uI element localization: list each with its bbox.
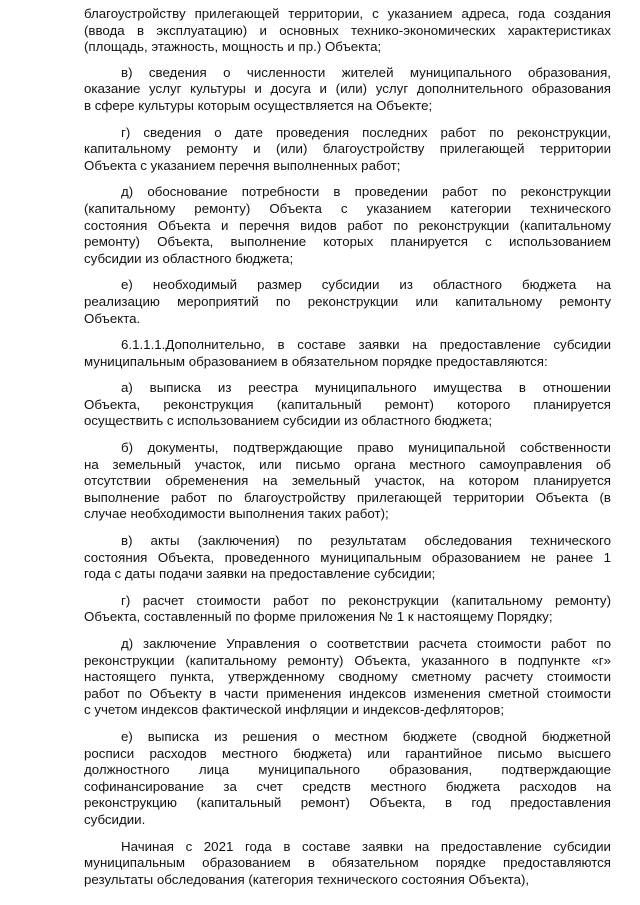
paragraph <box>84 184 611 267</box>
text-line: реализацию мероприятий по реконструкции или капитальному ремонту <box>84 293 611 309</box>
text-line: б) документы, подтверждающие право муниципальной собственности <box>121 440 611 456</box>
paragraph <box>84 125 611 175</box>
text-line: д) обоснование потребности в проведении работ по реконструкции <box>121 184 611 200</box>
paragraph <box>84 636 611 719</box>
text-line: на земельный участок, или письмо органа местного самоуправления об <box>84 456 611 472</box>
paragraph <box>84 839 611 889</box>
text-line: а) выписка из реестра муниципального имущества в отношении <box>121 380 611 396</box>
text-line: выполнение работ по благоустройству прилегающей территории Объекта (в <box>84 489 611 505</box>
text-line: случае необходимости выполнения таких работ); <box>84 506 389 522</box>
text-line: (ввода в эксплуатацию) и основных технико-экономических характеристиках <box>84 22 611 38</box>
text-line: настоящего пункта, утвержденному сводному сметному расчету стоимости <box>84 669 611 685</box>
text-line: с учетом индексов фактической инфляции и индексов-дефляторов; <box>84 702 505 718</box>
paragraph <box>84 593 611 626</box>
text-line: (капитальному ремонту) Объекта с указанием категории технического <box>84 200 611 216</box>
paragraph <box>84 380 611 430</box>
text-line: состояния Объекта и перечня видов работ по реконструкции (капитальному <box>84 217 611 233</box>
text-line: в сфере культуры которым осуществляется на Объекте; <box>84 97 433 113</box>
text-line: 6.1.1.1.Дополнительно, в составе заявки на предоставление субсидии <box>121 337 611 353</box>
text-line: должностного лица муниципального образования, подтверждающие <box>84 762 611 778</box>
text-line: Объекта с указанием перечня выполненных работ; <box>84 157 401 173</box>
text-line: благоустройству прилегающей территории, с указанием адреса, года создания <box>84 6 611 21</box>
text-line: реконструкции (капитальному ремонту) Объекта, указанного в подпункте «г» <box>84 652 611 668</box>
text-line: Начиная с 2021 года в составе заявки на предоставление субсидии <box>121 838 611 854</box>
text-line: муниципальным образованием в обязательном порядке предоставляются: <box>84 353 548 369</box>
text-line: (площадь, этажность, мощность и пр.) Объекта; <box>84 39 382 55</box>
paragraph <box>84 440 611 523</box>
text-line: е) выписка из решения о местном бюджете (сводной бюджетной <box>121 728 611 744</box>
paragraph <box>84 277 611 327</box>
text-line: года с даты подачи заявки на предоставление субсидии; <box>84 566 436 582</box>
text-line: субсидии из областного бюджета; <box>84 250 294 266</box>
text-line: росписи расходов местного бюджета) или гарантийное письмо высшего <box>84 745 611 761</box>
paragraph <box>84 729 611 829</box>
text-line: е) необходимый размер субсидии из областного бюджета на <box>121 277 611 293</box>
text-line: Объекта, составленный по форме приложения № 1 к настоящему Порядку; <box>84 609 553 625</box>
text-line: работ по Объекту в части применения индексов изменения сметной стоимости <box>84 685 611 701</box>
text-line: д) заключение Управления о соответствии расчета стоимости работ по <box>121 636 611 651</box>
text-line: реконструкцию (капитальный ремонт) Объекта, в год предоставления <box>84 795 611 811</box>
paragraph <box>84 65 611 115</box>
text-line: ремонту) Объекта, выполнение которых планируется с использованием <box>84 234 611 250</box>
text-line: г) расчет стоимости работ по реконструкции (капитальному ремонту) <box>121 592 611 608</box>
paragraph <box>84 533 611 583</box>
text-line: субсидии. <box>84 811 146 827</box>
text-line: муниципальным образованием в обязательном порядке предоставляются <box>84 855 611 871</box>
document-page <box>84 6 611 888</box>
text-line: г) сведения о дате проведения последних работ по реконструкции, <box>121 124 611 140</box>
text-line: состояния Объекта, проведенного муниципальным образованием не ранее 1 <box>84 549 611 565</box>
text-line: Объекта, реконструкция (капитальный ремонт) которого планируется <box>84 396 611 412</box>
text-line: оказание услуг культуры и досуга и (или) услуг дополнительного образования <box>84 81 611 97</box>
paragraph <box>84 337 611 370</box>
text-line: Объекта. <box>84 310 141 326</box>
text-line: отсутствии обременения на земельный участок, на котором планируется <box>84 473 611 489</box>
text-line: в) акты (заключения) по результатам обследования технического <box>121 533 611 549</box>
text-line: осуществить с использованием субсидии из областного бюджета; <box>84 413 493 429</box>
text-line: капитальному ремонту и (или) благоустройству прилегающей территории <box>84 141 611 157</box>
text-line: результаты обследования (категория технического состояния Объекта), <box>84 871 530 887</box>
text-line: софинансирование за счет средств местного бюджета расходов на <box>84 778 611 794</box>
text-line: в) сведения о численности жителей муниципального образования, <box>121 64 611 80</box>
paragraph <box>84 6 611 56</box>
